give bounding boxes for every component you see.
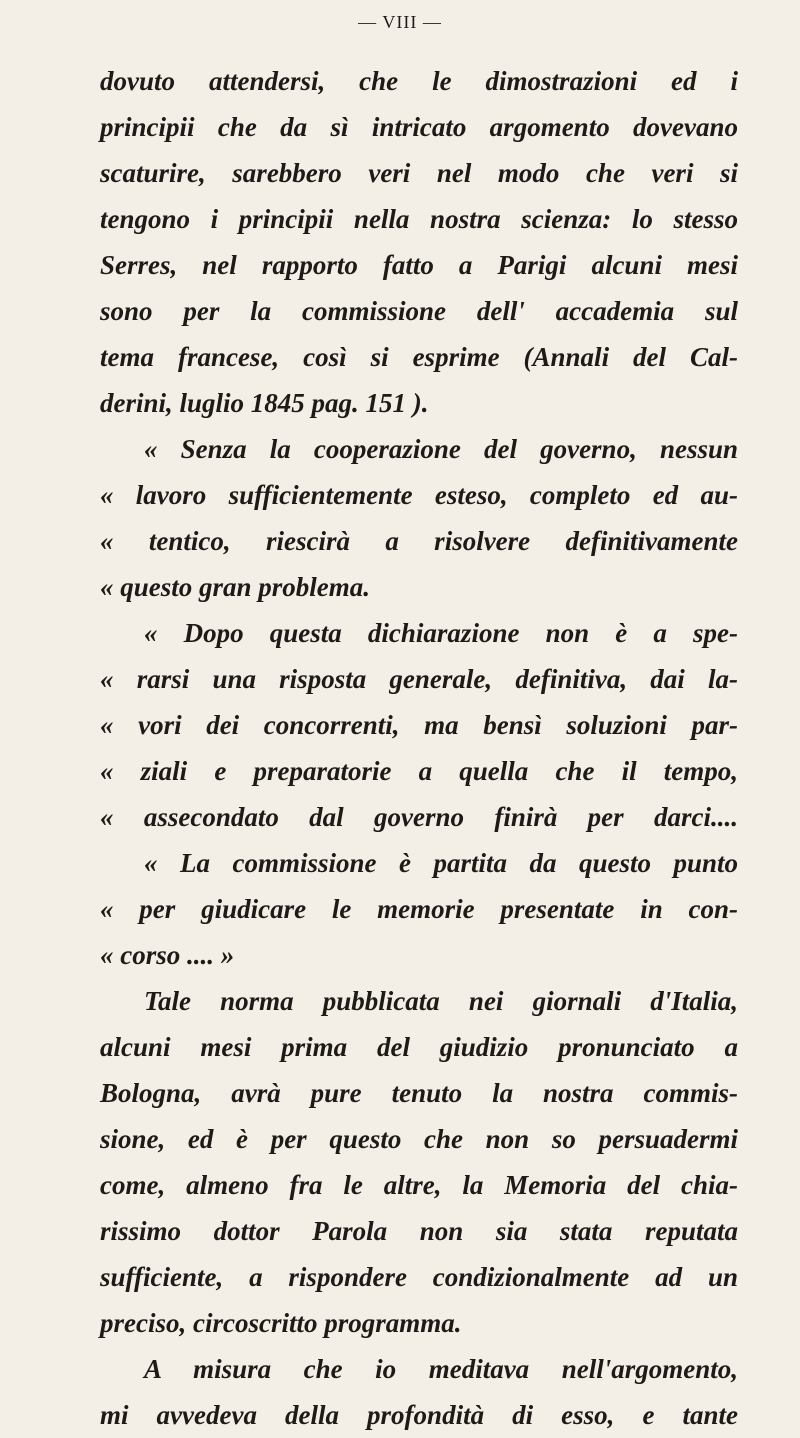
text-line: sione, ed è per questo che non so persuadermi bbox=[100, 1124, 738, 1154]
quote-line: « La commissione è partita da questo punto bbox=[144, 848, 738, 878]
quote-line: « Dopo questa dichiarazione non è a spe- bbox=[144, 618, 738, 648]
body-text bbox=[100, 58, 738, 1438]
text-line: derini, luglio 1845 pag. 151 ). bbox=[100, 388, 429, 418]
quote-line: « ziali e preparatorie a quella che il tempo, bbox=[100, 756, 738, 786]
quote-line: « lavoro sufficientemente esteso, completo ed au- bbox=[100, 480, 738, 510]
text-line: Bologna, avrà pure tenuto la nostra commis- bbox=[100, 1078, 738, 1108]
quote-line: « assecondato dal governo finirà per darci.... bbox=[100, 802, 738, 832]
text-line: mi avvedeva della profondità di esso, e tante bbox=[100, 1400, 738, 1430]
text-line: dovuto attendersi, che le dimostrazioni ed i bbox=[100, 66, 738, 96]
text-line: Tale norma pubblicata nei giornali d'Italia, bbox=[144, 986, 738, 1016]
quote-line: « vori dei concorrenti, ma bensì soluzioni par- bbox=[100, 710, 738, 740]
text-line: principii che da sì intricato argomento dovevano bbox=[100, 112, 738, 142]
text-line: alcuni mesi prima del giudizio pronunciato a bbox=[100, 1032, 738, 1062]
text-line: tengono i principii nella nostra scienza: lo stesso bbox=[100, 204, 738, 234]
text-line: scaturire, sarebbero veri nel modo che veri si bbox=[100, 158, 738, 188]
quote-line: « questo gran problema. bbox=[100, 572, 371, 602]
text-line: Serres, nel rapporto fatto a Parigi alcuni mesi bbox=[100, 250, 738, 280]
text-line: preciso, circoscritto programma. bbox=[100, 1308, 462, 1338]
text-line: sono per la commissione dell' accademia sul bbox=[100, 296, 738, 326]
quote-line: « corso .... » bbox=[100, 940, 235, 970]
text-line: rissimo dottor Parola non sia stata reputata bbox=[100, 1216, 738, 1246]
text-line: A misura che io meditava nell'argomento, bbox=[144, 1354, 738, 1384]
quote-line: « per giudicare le memorie presentate in con- bbox=[100, 894, 738, 924]
text-line: come, almeno fra le altre, la Memoria del chia- bbox=[100, 1170, 738, 1200]
page-number: — VIII — bbox=[358, 12, 442, 32]
text-line: tema francese, così si esprime (Annali del Cal- bbox=[100, 342, 738, 372]
quote-line: « tentico, riescirà a risolvere definitivamente bbox=[100, 526, 738, 556]
quote-line: « rarsi una risposta generale, definitiva, dai la- bbox=[100, 664, 738, 694]
quote-line: « Senza la cooperazione del governo, nessun bbox=[144, 434, 738, 464]
text-line: sufficiente, a rispondere condizionalmente ad un bbox=[100, 1262, 738, 1292]
